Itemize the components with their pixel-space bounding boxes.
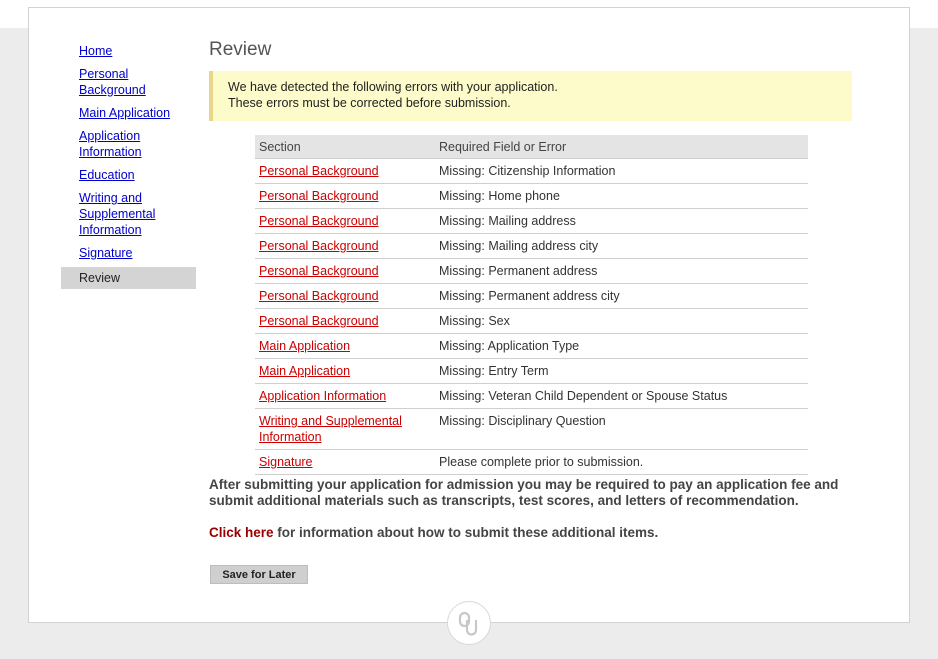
- alert-line-2: These errors must be corrected before submission.: [228, 96, 511, 110]
- table-row: [255, 409, 808, 450]
- section-link[interactable]: Application Information: [259, 389, 387, 403]
- error-cell: Missing: Mailing address: [435, 209, 808, 234]
- sidebar-item-review[interactable]: [61, 267, 196, 289]
- ou-logo-icon: [457, 611, 481, 637]
- error-cell: Missing: Home phone: [435, 184, 808, 209]
- sidebar-item-writing-supplemental[interactable]: [61, 189, 196, 239]
- page-title: Review: [209, 39, 272, 60]
- section-link[interactable]: Personal Background: [259, 239, 379, 253]
- table-row: [255, 184, 808, 209]
- sidebar-item-label[interactable]: Education: [79, 168, 135, 182]
- error-column-header: Required Field or Error: [435, 135, 808, 159]
- sidebar-nav: [61, 42, 196, 294]
- sidebar-item-label[interactable]: Main Application: [79, 106, 171, 120]
- table-row: [255, 209, 808, 234]
- logo-badge: [447, 601, 491, 645]
- error-cell: Missing: Permanent address: [435, 259, 808, 284]
- error-cell: Please complete prior to submission.: [435, 450, 808, 475]
- error-cell: Missing: Mailing address city: [435, 234, 808, 259]
- errors-table: [255, 135, 808, 475]
- error-alert: [209, 71, 852, 121]
- section-link[interactable]: Personal Background: [259, 189, 379, 203]
- section-column-header: Section: [255, 135, 435, 159]
- error-cell: Missing: Application Type: [435, 334, 808, 359]
- sidebar-item-home[interactable]: [61, 42, 196, 60]
- table-row: [255, 334, 808, 359]
- error-cell: Missing: Veteran Child Dependent or Spouse Status: [435, 384, 808, 409]
- sidebar-item-main-application[interactable]: [61, 104, 196, 122]
- table-row: [255, 450, 808, 475]
- sidebar-item-label[interactable]: Home: [79, 44, 113, 58]
- sidebar-item-label: Review: [79, 271, 120, 285]
- table-row: [255, 309, 808, 334]
- section-link[interactable]: Personal Background: [259, 314, 379, 328]
- section-link[interactable]: Writing and Supplemental Information: [259, 414, 402, 444]
- additional-items-line: [209, 525, 658, 540]
- table-row: [255, 359, 808, 384]
- main-panel: [28, 7, 910, 623]
- section-link[interactable]: Personal Background: [259, 289, 379, 303]
- error-cell: Missing: Disciplinary Question: [435, 409, 808, 450]
- error-cell: Missing: Sex: [435, 309, 808, 334]
- section-link[interactable]: Signature: [259, 455, 313, 469]
- section-link[interactable]: Personal Background: [259, 264, 379, 278]
- sidebar-item-label[interactable]: Personal Background: [79, 67, 146, 97]
- section-link[interactable]: Personal Background: [259, 164, 379, 178]
- error-cell: Missing: Entry Term: [435, 359, 808, 384]
- table-row: [255, 159, 808, 184]
- sidebar-item-application-information[interactable]: [61, 127, 196, 161]
- sidebar-item-label[interactable]: Writing and Supplemental Information: [79, 191, 156, 237]
- sidebar-item-signature[interactable]: [61, 244, 196, 262]
- section-link[interactable]: Main Application: [259, 339, 351, 353]
- sidebar-item-education[interactable]: [61, 166, 196, 184]
- section-link[interactable]: Main Application: [259, 364, 351, 378]
- alert-line-1: We have detected the following errors with your application.: [228, 80, 558, 94]
- submission-info-text: After submitting your application for admission you may be required to pay an application fee and submit additional materials such as transcripts, test scores, and letters of recommendation.: [209, 477, 839, 508]
- additional-items-text: for information about how to submit these additional items.: [273, 525, 659, 540]
- table-row: [255, 234, 808, 259]
- table-header-row: [255, 135, 808, 159]
- table-row: [255, 384, 808, 409]
- error-cell: Missing: Citizenship Information: [435, 159, 808, 184]
- save-for-later-button[interactable]: Save for Later: [210, 565, 308, 584]
- error-cell: Missing: Permanent address city: [435, 284, 808, 309]
- sidebar-item-label[interactable]: Signature: [79, 246, 133, 260]
- section-link[interactable]: Personal Background: [259, 214, 379, 228]
- table-row: [255, 259, 808, 284]
- click-here-link[interactable]: Click here: [209, 525, 274, 540]
- sidebar-item-label[interactable]: Application Information: [79, 129, 142, 159]
- table-row: [255, 284, 808, 309]
- sidebar-item-personal-background[interactable]: [61, 65, 196, 99]
